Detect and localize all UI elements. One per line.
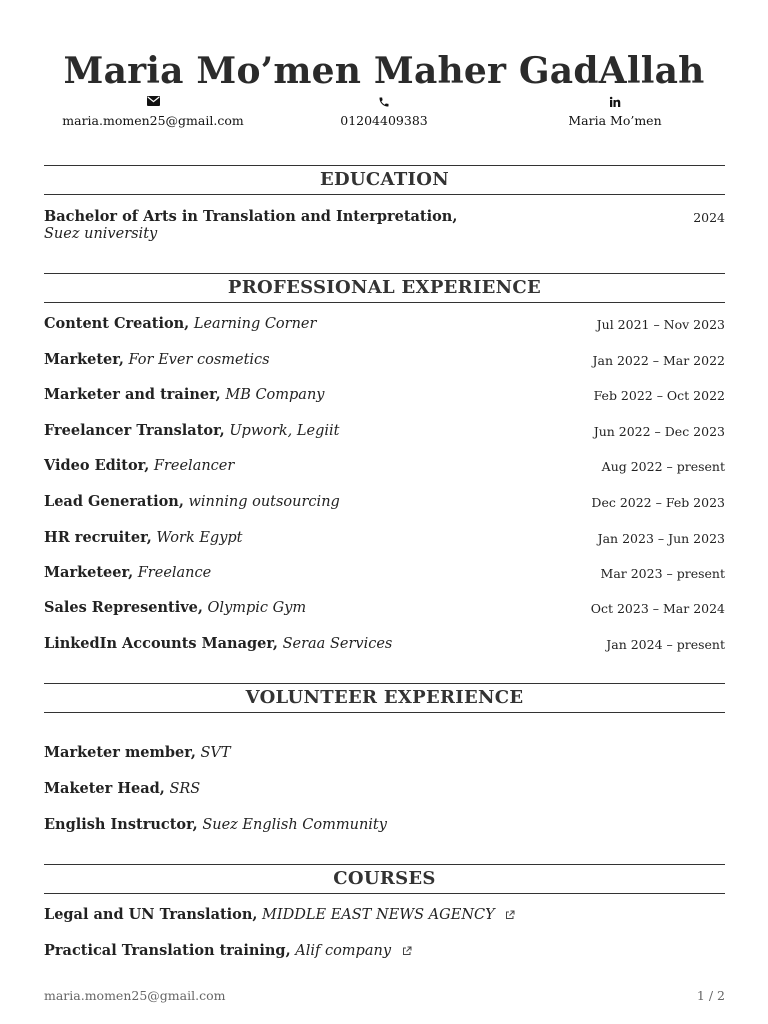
course-org[interactable]: MIDDLE EAST NEWS AGENCY: [262, 907, 495, 923]
course-title: Practical Translation training,: [44, 942, 291, 959]
volunteer-org: Suez English Community: [202, 817, 387, 833]
experience-org: winning outsourcing: [188, 494, 340, 510]
experience-item: [44, 422, 725, 440]
page-footer: [44, 988, 725, 1003]
experience-org: For Ever cosmetics: [128, 352, 270, 368]
experience-item: [44, 457, 725, 475]
experience-org: Olympic Gym: [207, 600, 307, 616]
experience-date: Oct 2023 – Mar 2024: [590, 601, 725, 616]
experience-item: [44, 635, 725, 653]
volunteer-item: [44, 780, 725, 798]
education-date: 2024: [693, 210, 725, 225]
contact-phone[interactable]: [284, 96, 484, 128]
linkedin-icon: [515, 96, 715, 110]
experience-item: [44, 599, 725, 617]
volunteer-title: English Instructor,: [44, 816, 198, 833]
experience-date: Mar 2023 – present: [600, 566, 725, 581]
experience-title: Marketeer,: [44, 564, 134, 581]
course-org[interactable]: Alif company: [295, 943, 392, 959]
envelope-icon: [53, 96, 253, 110]
education-degree: Bachelor of Arts in Translation and Interpretation,: [44, 208, 458, 225]
volunteer-item: [44, 744, 725, 762]
education-item: [44, 208, 725, 226]
experience-date: Jul 2021 – Nov 2023: [596, 317, 725, 332]
experience-title: HR recruiter,: [44, 529, 152, 546]
experience-date: Jan 2022 – Mar 2022: [592, 353, 725, 368]
education-school: Suez university: [44, 226, 158, 242]
course-title: Legal and UN Translation,: [44, 906, 258, 923]
experience-org: Freelance: [137, 565, 212, 581]
experience-date: Dec 2022 – Feb 2023: [591, 495, 725, 510]
course-item[interactable]: [44, 942, 725, 961]
volunteer-org: SVT: [200, 745, 231, 761]
volunteer-item: [44, 816, 725, 834]
experience-title: Marketer,: [44, 351, 124, 368]
experience-title: Sales Representive,: [44, 599, 203, 616]
experience-org: Learning Corner: [193, 316, 317, 332]
contact-email[interactable]: [53, 96, 253, 128]
experience-title: Freelancer Translator,: [44, 422, 225, 439]
experience-item: [44, 351, 725, 369]
experience-item: [44, 529, 725, 547]
experience-org: Seraa Services: [282, 636, 393, 652]
experience-org: Freelancer: [153, 458, 235, 474]
experience-date: Jan 2023 – Jun 2023: [597, 531, 725, 546]
experience-item: [44, 386, 725, 404]
linkedin-text[interactable]: Maria Mo’men: [568, 113, 662, 128]
experience-org: Work Egypt: [156, 530, 243, 546]
experience-date: Aug 2022 – present: [601, 459, 725, 474]
course-item[interactable]: [44, 906, 725, 925]
experience-title: Lead Generation,: [44, 493, 184, 510]
volunteer-org: SRS: [169, 781, 201, 797]
experience-item: [44, 493, 725, 511]
phone-icon: [284, 96, 484, 110]
page-number: 1 / 2: [696, 988, 725, 1003]
resume-name: Maria Mo’men Maher GadAllah: [63, 50, 705, 92]
experience-item: [44, 564, 725, 582]
external-link-icon[interactable]: [505, 907, 515, 925]
section-heading-volunteer: VOLUNTEER EXPERIENCE: [44, 683, 725, 713]
section-heading-courses: COURSES: [44, 864, 725, 894]
experience-date: Jan 2024 – present: [606, 637, 725, 652]
experience-date: Feb 2022 – Oct 2022: [593, 388, 725, 403]
contact-linkedin[interactable]: [515, 96, 715, 128]
experience-item: [44, 315, 725, 333]
footer-email: maria.momen25@gmail.com: [44, 988, 226, 1003]
volunteer-title: Marketer member,: [44, 744, 196, 761]
section-heading-experience: PROFESSIONAL EXPERIENCE: [44, 273, 725, 303]
section-heading-education: EDUCATION: [44, 165, 725, 195]
experience-org: Upwork, Legiit: [229, 423, 340, 439]
volunteer-title: Maketer Head,: [44, 780, 165, 797]
experience-title: Video Editor,: [44, 457, 150, 474]
experience-title: Marketer and trainer,: [44, 386, 221, 403]
experience-title: Content Creation,: [44, 315, 190, 332]
experience-org: MB Company: [225, 387, 325, 403]
experience-title: LinkedIn Accounts Manager,: [44, 635, 278, 652]
phone-text[interactable]: 01204409383: [340, 113, 428, 128]
external-link-icon[interactable]: [402, 943, 412, 961]
experience-date: Jun 2022 – Dec 2023: [593, 424, 725, 439]
email-text[interactable]: maria.momen25@gmail.com: [62, 113, 244, 128]
